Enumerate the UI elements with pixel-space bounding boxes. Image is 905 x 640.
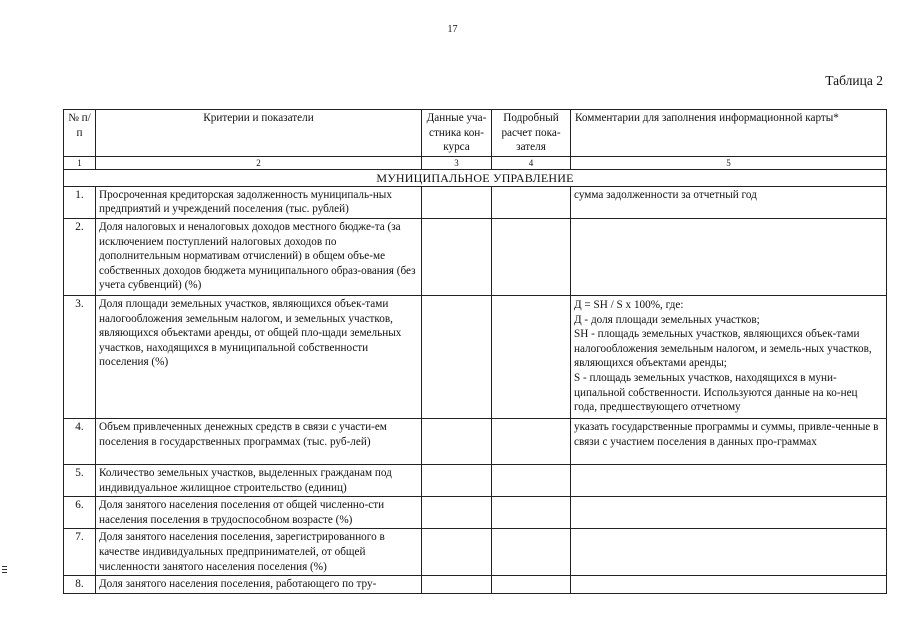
row-number: 5. [64, 464, 96, 496]
comment-text: указать государственные программы и суммы, привле-ченные в связи с участием поселения в данных про-граммах [571, 418, 887, 464]
detailed-calculation-cell[interactable] [492, 464, 571, 496]
comment-text [571, 529, 887, 576]
detailed-calculation-cell[interactable] [492, 497, 571, 529]
margin-mark [2, 566, 7, 575]
column-number: 4 [492, 156, 571, 169]
detailed-calculation-cell[interactable] [492, 295, 571, 418]
row-number: 1. [64, 186, 96, 218]
participant-data-cell[interactable] [422, 529, 492, 576]
section-row [64, 169, 887, 186]
comment-text [571, 497, 887, 529]
participant-data-cell[interactable] [422, 186, 492, 218]
criterion-text: Доля занятого населения поселения от общей численно-сти населения поселения в трудоспособном возрасте (%) [96, 497, 422, 529]
formula-line: Д - доля площади земельных участков; [574, 313, 760, 326]
participant-data-cell[interactable] [422, 418, 492, 464]
participant-data-cell[interactable] [422, 497, 492, 529]
table-row [64, 464, 887, 496]
participant-data-cell[interactable] [422, 464, 492, 496]
criterion-text: Просроченная кредиторская задолженность муниципаль-ных предприятий и учреждений поселения (тыс. рублей) [96, 186, 422, 218]
criterion-text: Доля занятого населения поселения, работающего по тру- [96, 576, 422, 594]
criterion-text: Доля занятого населения поселения, зарегистрированного в качестве индивидуальных предпринимателей, от общей численности занятого населения поселения (%) [96, 529, 422, 576]
comment-formula [571, 295, 887, 418]
row-number: 4. [64, 418, 96, 464]
table-row [64, 576, 887, 594]
criteria-table [63, 109, 887, 594]
table-row [64, 218, 887, 295]
comment-text [571, 464, 887, 496]
table-caption: Таблица 2 [825, 73, 883, 88]
comment-text [571, 576, 887, 594]
table-row [64, 529, 887, 576]
detailed-calculation-cell[interactable] [492, 576, 571, 594]
table-header-row [64, 110, 887, 157]
header-criteria: Критерии и показатели [96, 110, 422, 157]
detailed-calculation-cell[interactable] [492, 186, 571, 218]
detailed-calculation-cell[interactable] [492, 418, 571, 464]
table-row [64, 186, 887, 218]
page-number: 17 [447, 24, 458, 35]
table-row [64, 295, 887, 418]
formula-line: Д = SH / S x 100%, где: [574, 298, 684, 311]
row-number: 7. [64, 529, 96, 576]
row-number: 3. [64, 295, 96, 418]
column-number: 3 [422, 156, 492, 169]
formula-line: S - площадь земельных участков, находящихся в муни-ципальной собственности. Используются данные на ко-нец года, предшествующего отчетному [574, 371, 858, 414]
column-number-row [64, 156, 887, 169]
column-number: 2 [96, 156, 422, 169]
formula-line: SH - площадь земельных участков, являющихся объек-тами налогообложения земельным налогом, и земель-ных участков, являющихся объектами аренды; [574, 328, 872, 370]
participant-data-cell[interactable] [422, 576, 492, 594]
criterion-text: Объем привлеченных денежных средств в связи с участи-ем поселения в государственных программах (тыс. руб-лей) [96, 418, 422, 464]
header-comments: Комментарии для заполнения информационной карты* [571, 110, 887, 157]
row-number: 2. [64, 218, 96, 295]
column-number: 5 [571, 156, 887, 169]
criterion-text: Доля площади земельных участков, являющихся объек-тами налогообложения земельным налогом, и земельных участков, являющихся объектами аренды, от общей пло-щади земельных участков, находящихся в муниципальной собственности поселения (%) [96, 295, 422, 418]
participant-data-cell[interactable] [422, 218, 492, 295]
criterion-text: Доля налоговых и неналоговых доходов местного бюдже-та (за исключением поступлений налоговых доходов по дополнительным нормативам отчислений) в общем объе-ме собственных доходов бюджета муниципального образ-ования (без учета субвенций) (%) [96, 218, 422, 295]
header-detailed-calculation: Подробный расчет пока-зателя [492, 110, 571, 157]
header-number: № п/п [64, 110, 96, 157]
row-number: 8. [64, 576, 96, 594]
column-number: 1 [64, 156, 96, 169]
section-title: МУНИЦИПАЛЬНОЕ УПРАВЛЕНИЕ [64, 169, 887, 186]
detailed-calculation-cell[interactable] [492, 218, 571, 295]
detailed-calculation-cell[interactable] [492, 529, 571, 576]
comment-text: сумма задолженности за отчетный год [571, 186, 887, 218]
row-number: 6. [64, 497, 96, 529]
header-participant-data: Данные уча-стника кон-курса [422, 110, 492, 157]
table-row [64, 497, 887, 529]
criterion-text: Количество земельных участков, выделенных гражданам под индивидуальное жилищное строительство (единиц) [96, 464, 422, 496]
participant-data-cell[interactable] [422, 295, 492, 418]
comment-text [571, 218, 887, 295]
table-row [64, 418, 887, 464]
